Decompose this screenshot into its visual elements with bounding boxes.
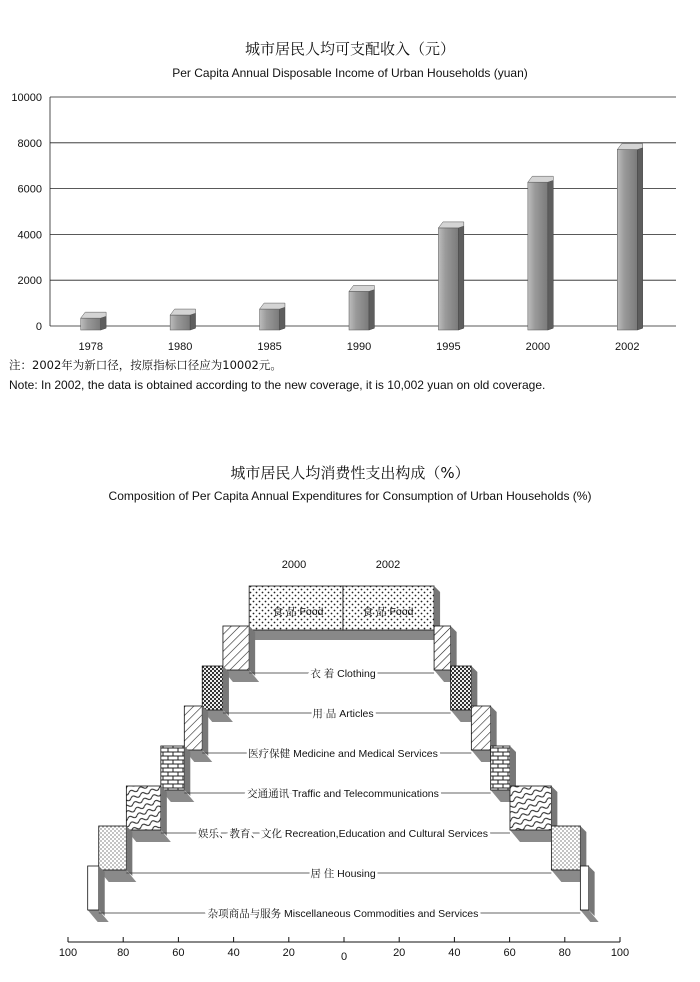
block-2000-side — [99, 866, 105, 916]
category-label: 居 住 Housing — [310, 868, 376, 880]
x-tick-label: 80 — [558, 947, 571, 959]
x-tick-label: 60 — [172, 947, 185, 959]
category-label: 杂项商品与服务 Miscellaneous Commodities and Services — [207, 908, 479, 920]
y-tick-label: 6000 — [17, 183, 42, 196]
category-label: 衣 着 Clothing — [310, 668, 376, 680]
block-2000-side — [161, 786, 167, 836]
x-tick-label: 1978 — [78, 341, 103, 353]
x-tick-label: 2002 — [615, 341, 640, 353]
block-2000 — [223, 626, 249, 670]
block-2000 — [88, 866, 99, 910]
x-tick-label: 80 — [117, 947, 130, 959]
food-label-2000: 食 品 Food — [272, 606, 324, 618]
x-tick-label: 1995 — [436, 341, 461, 353]
food-label-2002: 食 品 Food — [362, 606, 414, 618]
block-2002 — [580, 866, 588, 910]
x-tick-label: 40 — [448, 947, 461, 959]
block-2000-side — [126, 826, 132, 876]
block-2000-side — [184, 746, 190, 796]
food-shadow — [249, 630, 440, 640]
chart1-title: 城市居民人均可支配收入（元） — [244, 40, 455, 58]
y-tick-label: 10000 — [11, 92, 42, 104]
block-2002 — [510, 786, 551, 830]
category-label: 用 品 Articles — [312, 708, 374, 720]
block-2002 — [551, 826, 580, 870]
y-tick-label: 8000 — [17, 137, 42, 150]
block-2000-side — [249, 626, 255, 676]
block-2002-side — [589, 866, 595, 916]
series-label-2002: 2002 — [375, 559, 401, 571]
chart1-note-cn: 注：2002年为新口径，按原指标口径应为10002元。 — [9, 358, 282, 372]
block-2000 — [161, 746, 184, 790]
ledge-left — [88, 910, 109, 922]
x-tick-label: 20 — [393, 947, 406, 959]
y-tick-label: 2000 — [17, 275, 42, 288]
y-tick-label: 4000 — [17, 229, 42, 242]
chart1-note-en: Note: In 2002, the data is obtained according to the new coverage, it is 10,002 yuan on old coverage. — [9, 378, 546, 392]
block-2002 — [434, 626, 451, 670]
x-tick-label: 0 — [340, 951, 348, 963]
x-tick-label: 100 — [58, 947, 78, 959]
block-2002 — [491, 746, 510, 790]
series-label-2000: 2000 — [281, 559, 307, 571]
block-2000 — [99, 826, 127, 870]
category-label: 娱乐、教育、文化 Recreation,Education and Cultural Services — [197, 828, 489, 840]
x-tick-label: 1980 — [167, 341, 193, 353]
x-tick-label: 100 — [610, 947, 630, 959]
x-tick-label: 1985 — [257, 341, 282, 353]
block-2002 — [451, 666, 472, 710]
chart2-subtitle: Composition of Per Capita Annual Expenditures for Consumption of Urban Households (%) — [108, 489, 592, 503]
category-label: 医疗保健 Medicine and Medical Services — [248, 748, 438, 760]
block-2000 — [126, 786, 161, 830]
chart1-subtitle: Per Capita Annual Disposable Income of Urban Households (yuan) — [172, 66, 528, 80]
category-label: 交通通讯 Traffic and Telecommunications — [247, 788, 439, 800]
block-2000 — [202, 666, 223, 710]
x-tick-label: 20 — [282, 947, 295, 959]
ledge-right — [580, 910, 598, 922]
block-2002 — [471, 706, 490, 750]
x-tick-label: 1990 — [346, 341, 372, 353]
block-2000-side — [202, 706, 208, 756]
chart2-title: 城市居民人均消费性支出构成（%） — [230, 464, 470, 482]
block-2000 — [184, 706, 202, 750]
x-tick-label: 60 — [503, 947, 516, 959]
x-tick-label: 40 — [227, 947, 240, 959]
y-tick-label: 0 — [35, 321, 42, 333]
block-2000-side — [223, 666, 229, 716]
x-tick-label: 2000 — [525, 341, 551, 353]
